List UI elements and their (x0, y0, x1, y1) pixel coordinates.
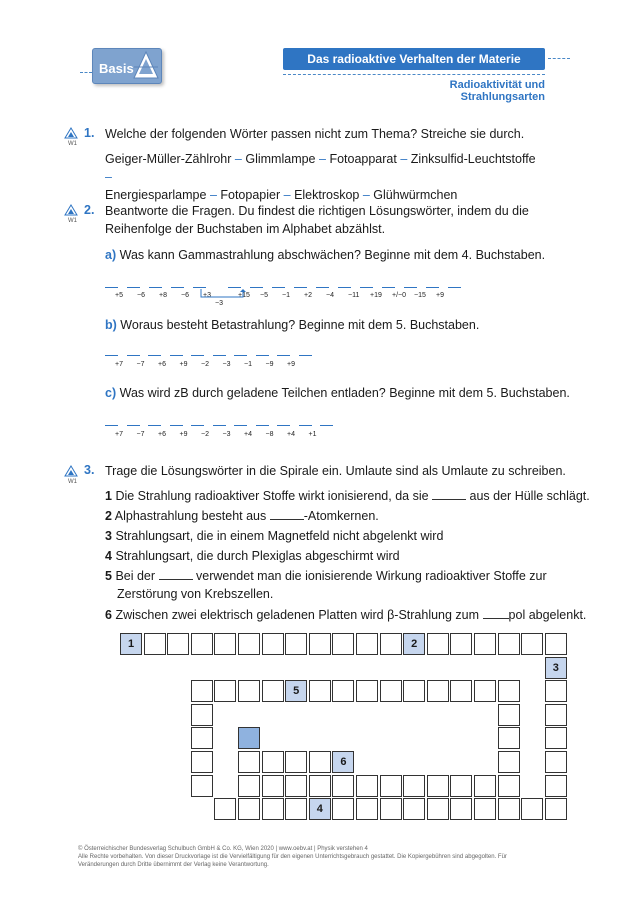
clue-2: 2 Alphastrahlung besteht aus -Atomkernen. (105, 509, 379, 523)
grid-cell[interactable] (285, 798, 307, 820)
word[interactable]: Fotoapparat (329, 152, 397, 166)
word[interactable]: Zinksulfid-Leuchtstoffe (410, 152, 536, 166)
grid-cell[interactable] (262, 680, 284, 702)
bracket-shift: −3 (215, 300, 223, 307)
grid-cell[interactable] (191, 704, 213, 726)
shift-value: +9 (287, 361, 295, 368)
shift-value: +9 (179, 431, 188, 438)
shift-value: +4 (244, 431, 252, 438)
grid-cell[interactable] (474, 775, 496, 797)
task2-number: 2. (84, 203, 95, 217)
task2-instruction-line1: Beantworte die Fragen. Du findest die richtigen Lösungswörter, indem du die (105, 204, 529, 218)
shift-value: −2 (201, 431, 209, 438)
grid-cell[interactable] (191, 751, 213, 773)
grid-cell[interactable] (474, 680, 496, 702)
grid-cell-numbered[interactable]: 6 (332, 751, 354, 773)
shift-value: −15 (414, 292, 426, 299)
word[interactable]: Glühwürmchen (373, 188, 458, 202)
shift-value: −5 (260, 292, 268, 299)
grid-cell[interactable] (380, 680, 402, 702)
shift-value: −7 (136, 361, 145, 368)
grid-cell[interactable] (191, 633, 213, 655)
task2-instruction-line2: Reihenfolge der Buchstaben im Alphabet abzählst. (105, 222, 386, 236)
task2a-question: a) Was kann Gammastrahlung abschwächen? Beginne mit dem 4. Buchstaben. (105, 248, 546, 262)
grid-cell[interactable] (403, 798, 425, 820)
grid-cell[interactable] (521, 798, 543, 820)
grid-cell[interactable] (309, 775, 331, 797)
shift-value: +6 (158, 431, 166, 438)
grid-cell[interactable] (356, 798, 378, 820)
grid-cell[interactable] (545, 633, 567, 655)
word[interactable]: Energiesparlampe (105, 188, 207, 202)
grid-cell[interactable] (238, 775, 260, 797)
logo-text: Basis (99, 61, 134, 76)
task2b-question: b) Woraus besteht Betastrahlung? Beginne mit dem 5. Buchstaben. (105, 318, 480, 332)
grid-cell[interactable] (427, 775, 449, 797)
grid-cell[interactable] (191, 775, 213, 797)
grid-cell[interactable] (332, 633, 354, 655)
grid-cell[interactable] (498, 680, 520, 702)
page-subtitle: Radioaktivität und Strahlungsarten (449, 79, 545, 103)
shift-value: +15 (238, 292, 250, 299)
shift-value: −8 (265, 431, 274, 438)
grid-cell[interactable] (309, 680, 331, 702)
grid-cell-numbered[interactable]: 1 (120, 633, 142, 655)
clue-3: 3 Strahlungsart, die in einem Magnetfeld nicht abgelenkt wird (105, 529, 444, 543)
grid-cell-numbered[interactable]: 5 (285, 680, 307, 702)
grid-cell[interactable] (262, 798, 284, 820)
shift-value: +4 (287, 431, 295, 438)
grid-cell[interactable] (498, 751, 520, 773)
grid-cell[interactable] (356, 633, 378, 655)
clue-5: 5 Bei der verwendet man die ionisierende Wirkung radioaktiver Stoffe zur (105, 569, 547, 583)
grid-cell[interactable] (285, 633, 307, 655)
grid-cell[interactable] (191, 680, 213, 702)
grid-cell[interactable] (545, 727, 567, 749)
grid-cell[interactable] (403, 775, 425, 797)
shift-value: −7 (136, 431, 145, 438)
shift-value: +9 (436, 292, 444, 299)
shift-value: −3 (222, 361, 231, 368)
grid-cell[interactable] (521, 633, 543, 655)
grid-cell[interactable] (238, 680, 260, 702)
grid-cell[interactable] (380, 775, 402, 797)
grid-cell[interactable] (262, 775, 284, 797)
grid-cell[interactable] (214, 798, 236, 820)
grid-cell-numbered[interactable]: 4 (309, 798, 331, 820)
grid-cell[interactable] (403, 680, 425, 702)
grid-cell[interactable] (498, 798, 520, 820)
footer: © Österreichischer Bundesverlag Schulbuch GmbH & Co. KG, Wien 2020 | www.oebv.at | Physik verstehen 4 Alle Rechte vorbehalten. Von dieser Druckvorlage ist die Vervielfältigung für den eigenen Unterrichtsgebrauch gestattet. Die Kopiergebühren sind abgegolten. Für Veränderungen durch Dritte übernimmt der Verlag keine Verantwortung. (78, 846, 507, 868)
task1-question: Welche der folgenden Wörter passen nicht zum Thema? Streiche sie durch. (105, 127, 525, 141)
grid-cell[interactable] (498, 727, 520, 749)
grid-cell[interactable] (450, 633, 472, 655)
level-tag: W1 (68, 141, 77, 147)
shift-value: +6 (158, 361, 166, 368)
grid-cell[interactable] (238, 798, 260, 820)
word[interactable]: Elektroskop (294, 188, 360, 202)
grid-cell[interactable] (332, 680, 354, 702)
clue-5-cont: Zerstörung von Krebszellen. (117, 587, 274, 601)
grid-cell[interactable] (309, 751, 331, 773)
level-tag: W1 (68, 479, 77, 485)
grid-cell[interactable] (498, 704, 520, 726)
grid-cell[interactable] (356, 775, 378, 797)
grid-cell[interactable] (474, 633, 496, 655)
grid-cell[interactable] (427, 798, 449, 820)
grid-cell[interactable] (545, 704, 567, 726)
word[interactable]: Glimmlampe (245, 152, 316, 166)
grid-cell[interactable] (474, 798, 496, 820)
grid-cell[interactable] (238, 751, 260, 773)
grid-cell[interactable] (545, 751, 567, 773)
shift-value: −4 (326, 292, 334, 299)
grid-cell[interactable] (262, 633, 284, 655)
grid-cell[interactable] (450, 798, 472, 820)
grid-cell[interactable] (214, 680, 236, 702)
shift-value: −1 (282, 292, 290, 299)
grid-cell[interactable] (545, 775, 567, 797)
grid-cell[interactable] (498, 633, 520, 655)
shift-value: +9 (179, 361, 188, 368)
shift-value: +19 (370, 292, 382, 299)
word[interactable]: Fotopapier (220, 188, 281, 202)
grid-cell[interactable] (285, 775, 307, 797)
grid-cell[interactable] (262, 751, 284, 773)
task1-word-list: Geiger-Müller-Zählrohr – Glimmlampe – Fotoapparat – Zinksulfid-Leuchtstoffe – Energiesparlampe – Fotopapier – Elektroskop – Glühwürmchen (105, 152, 536, 202)
shift-value: +3 (203, 292, 211, 299)
clue-6: 6 Zwischen zwei elektrisch geladenen Platten wird β-Strahlung zum pol abgelenkt. (105, 608, 587, 622)
grid-cell-numbered[interactable]: 2 (403, 633, 425, 655)
shift-value: +8 (159, 292, 167, 299)
shift-value: +7 (115, 431, 123, 438)
shift-value: −1 (244, 361, 252, 368)
grid-cell[interactable] (450, 775, 472, 797)
grid-cell[interactable] (214, 633, 236, 655)
shift-value: −6 (137, 292, 145, 299)
task1-number: 1. (84, 126, 95, 140)
grid-cell[interactable] (332, 775, 354, 797)
clue-4: 4 Strahlungsart, die durch Plexiglas abgeschirmt wird (105, 549, 400, 563)
grid-cell[interactable] (332, 798, 354, 820)
grid-cell[interactable] (450, 680, 472, 702)
grid-cell[interactable] (238, 727, 260, 749)
task3-intro: Trage die Lösungswörter in die Spirale ein. Umlaute sind als Umlaute zu schreiben. (105, 464, 566, 478)
shift-value: +1 (308, 431, 317, 438)
grid-cell[interactable] (356, 680, 378, 702)
grid-cell[interactable] (167, 633, 189, 655)
shift-value: +2 (304, 292, 312, 299)
level-tag: W1 (68, 218, 77, 224)
grid-cell[interactable] (427, 633, 449, 655)
grid-cell-numbered[interactable]: 3 (545, 657, 567, 679)
shift-value: −9 (265, 361, 274, 368)
shift-value: +5 (115, 292, 123, 299)
clue-1: 1 Die Strahlung radioaktiver Stoffe wirkt ionisierend, da sie aus der Hülle schlägt. (105, 489, 590, 503)
grid-cell[interactable] (545, 798, 567, 820)
banner-title: Das radioaktive Verhalten der Materie (283, 48, 545, 70)
grid-cell[interactable] (309, 633, 331, 655)
grid-cell[interactable] (238, 633, 260, 655)
grid-cell[interactable] (545, 680, 567, 702)
grid-cell[interactable] (144, 633, 166, 655)
shift-value: +/−0 (392, 292, 407, 299)
grid-cell[interactable] (191, 727, 213, 749)
shift-value: −2 (201, 361, 209, 368)
word[interactable]: Geiger-Müller-Zählrohr (105, 152, 232, 166)
grid-cell[interactable] (285, 751, 307, 773)
shift-value: −3 (222, 431, 231, 438)
shift-value: +7 (115, 361, 123, 368)
grid-cell[interactable] (427, 680, 449, 702)
shift-value: −6 (181, 292, 189, 299)
shift-value: −11 (348, 292, 360, 299)
grid-cell[interactable] (380, 633, 402, 655)
task3-number: 3. (84, 463, 95, 477)
grid-cell[interactable] (380, 798, 402, 820)
task2c-question: c) Was wird zB durch geladene Teilchen entladen? Beginne mit dem 5. Buchstaben. (105, 386, 570, 400)
grid-cell[interactable] (498, 775, 520, 797)
